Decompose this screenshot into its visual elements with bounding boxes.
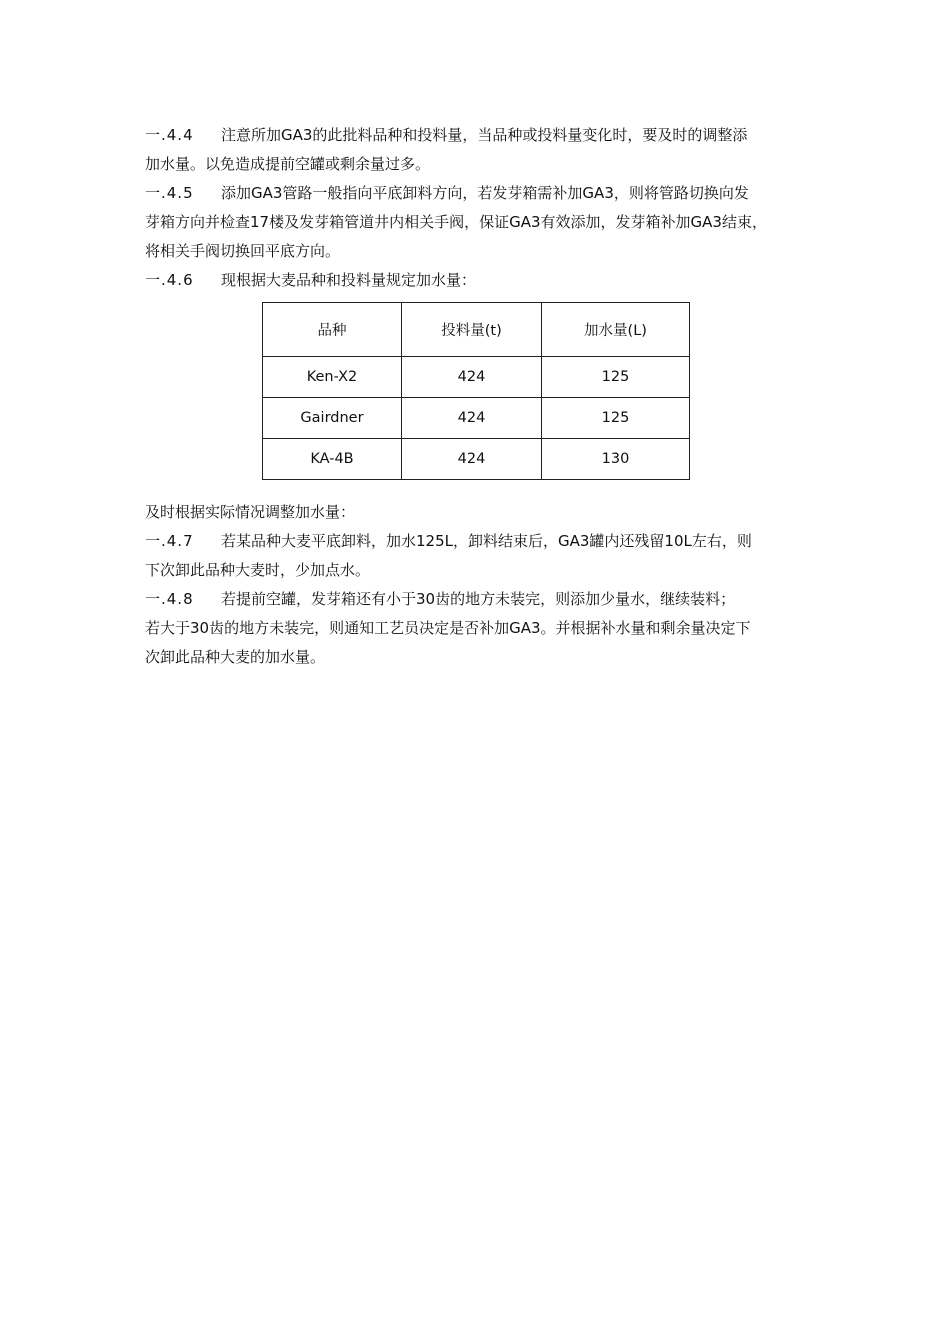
cell-water-amount: 125	[542, 398, 690, 439]
cell-water-amount: 125	[542, 357, 690, 398]
cell-water-amount: 130	[542, 439, 690, 480]
cell-variety: Gairdner	[263, 398, 402, 439]
cell-feed-amount: 424	[402, 357, 542, 398]
section-text-line: 现根据大麦品种和投料量规定加水量：	[221, 271, 477, 289]
section-text-line: 将相关手阀切换回平底方向。	[145, 242, 341, 260]
section-text-line: 下次卸此品种大麦时，少加点水。	[145, 561, 371, 579]
header-variety: 品种	[263, 303, 402, 357]
cell-variety: KA-4B	[263, 439, 402, 480]
table-row	[263, 357, 690, 398]
table-header-row	[263, 303, 690, 357]
water-addition-table	[262, 302, 690, 480]
section-4-4	[145, 121, 825, 179]
section-4-7	[145, 527, 825, 585]
section-text-line: 次卸此品种大麦的加水量。	[145, 648, 326, 666]
section-text-line: 若某品种大麦平底卸料，加水125L，卸料结束后，GA3罐内还残留10L左右，则	[221, 532, 752, 550]
section-text-line: 若提前空罐，发芽箱还有小于30齿的地方未装完，则添加少量水，继续装料；	[221, 590, 736, 608]
section-text-line: 注意所加GA3的此批料品种和投料量，当品种或投料量变化时，要及时的调整添	[221, 126, 748, 144]
adjustment-note: 及时根据实际情况调整加水量：	[145, 503, 356, 521]
table-row	[263, 398, 690, 439]
section-4-6	[145, 266, 825, 295]
section-text-line: 加水量。以免造成提前空罐或剩余量过多。	[145, 155, 431, 173]
section-number: 一.4.8	[145, 590, 194, 608]
section-text-line: 芽箱方向并检查17楼及发芽箱管道井内相关手阀，保证GA3有效添加，发芽箱补加GA3结束，	[145, 213, 767, 231]
section-number: 一.4.6	[145, 271, 194, 289]
section-number: 一.4.7	[145, 532, 194, 550]
section-4-8	[145, 585, 825, 672]
section-number: 一.4.5	[145, 184, 194, 202]
table-row	[263, 439, 690, 480]
cell-variety: Ken-X2	[263, 357, 402, 398]
document-content	[145, 121, 825, 672]
header-water-amount: 加水量(L)	[542, 303, 690, 357]
section-number: 一.4.4	[145, 126, 194, 144]
cell-feed-amount: 424	[402, 439, 542, 480]
cell-feed-amount: 424	[402, 398, 542, 439]
section-text-line: 若大于30齿的地方未装完，则通知工艺员决定是否补加GA3。并根据补水量和剩余量决定下	[145, 619, 751, 637]
section-4-5	[145, 179, 825, 266]
section-text-line: 添加GA3管路一般指向平底卸料方向，若发芽箱需补加GA3，则将管路切换向发	[221, 184, 749, 202]
header-feed-amount: 投料量(t)	[402, 303, 542, 357]
